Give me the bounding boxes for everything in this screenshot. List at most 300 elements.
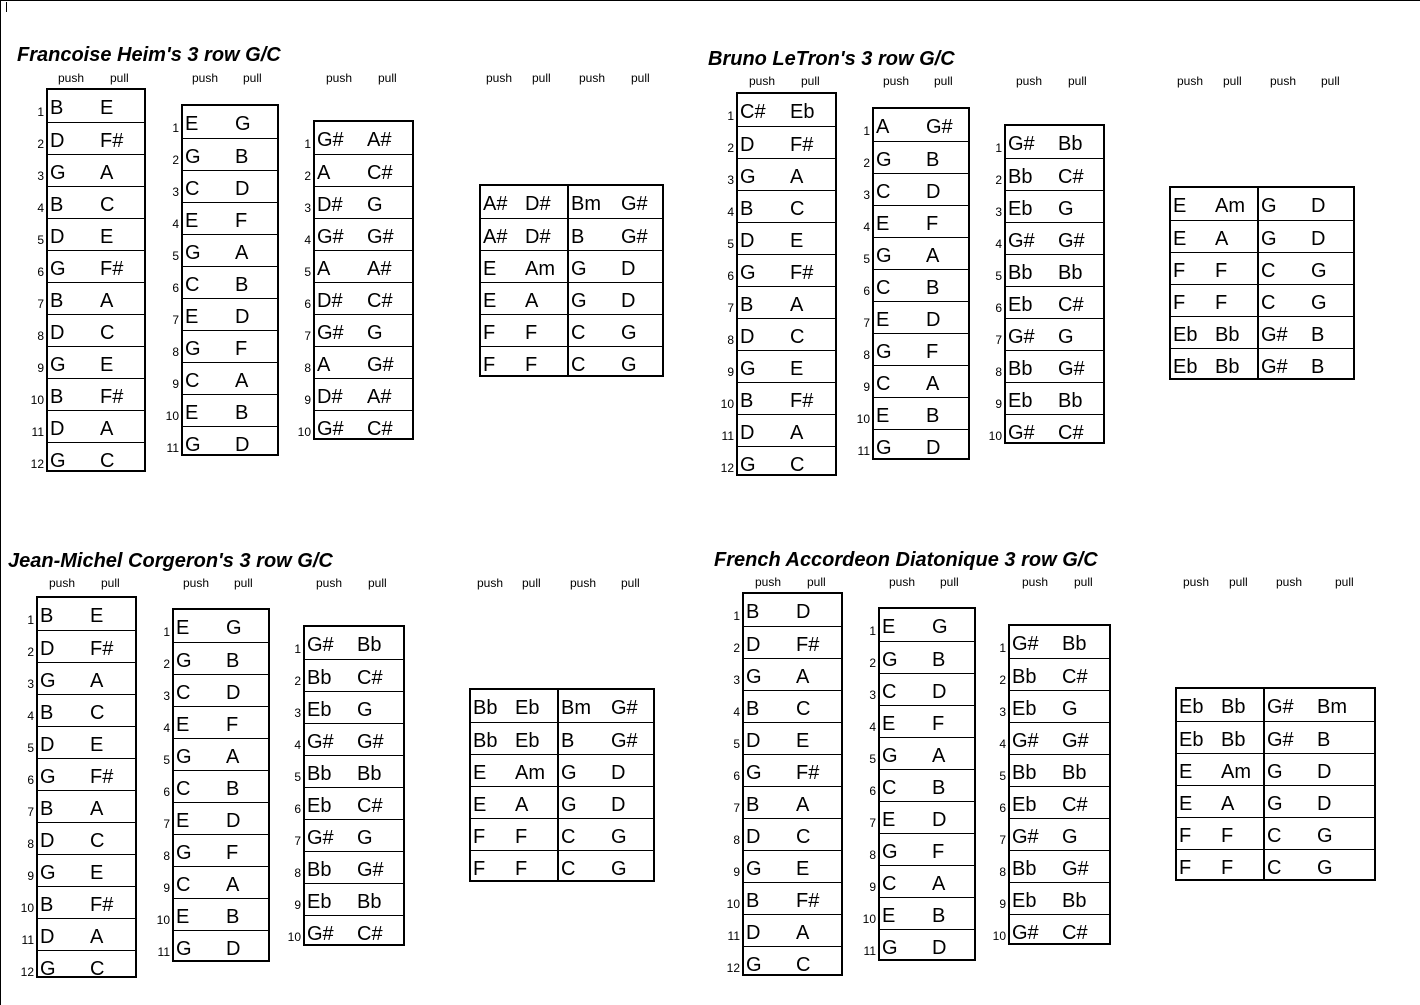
button-number: 5 bbox=[863, 252, 870, 266]
button-number: 4 bbox=[733, 705, 740, 719]
button-row bbox=[48, 442, 144, 475]
pull-note: F bbox=[932, 713, 945, 735]
bass-row bbox=[1177, 689, 1374, 721]
button-number: 2 bbox=[172, 153, 179, 167]
button-row bbox=[1006, 254, 1103, 287]
button-number: 4 bbox=[863, 220, 870, 234]
bass-note: E bbox=[483, 258, 497, 280]
button-number: 1 bbox=[999, 641, 1006, 655]
push-note: Eb bbox=[307, 795, 332, 817]
button-row bbox=[1010, 658, 1109, 691]
push-header: push bbox=[49, 576, 76, 590]
push-note: E bbox=[876, 405, 890, 427]
button-row-column bbox=[736, 92, 837, 476]
button-number: 12 bbox=[726, 961, 740, 975]
bass-row bbox=[1177, 785, 1374, 818]
push-note: Eb bbox=[1012, 698, 1037, 720]
button-row bbox=[315, 154, 412, 187]
pull-note: B bbox=[926, 277, 940, 299]
bass-note: Am bbox=[515, 762, 545, 784]
push-note: D bbox=[40, 734, 55, 756]
pull-note: F# bbox=[100, 130, 124, 152]
button-row bbox=[183, 426, 277, 459]
pull-header: pull bbox=[522, 576, 541, 590]
push-note: G bbox=[882, 649, 898, 671]
button-row bbox=[880, 897, 974, 930]
bass-row bbox=[1171, 284, 1353, 317]
button-row bbox=[183, 106, 277, 138]
button-row bbox=[174, 930, 268, 963]
bass-note: Bb bbox=[1221, 696, 1246, 718]
button-number: 6 bbox=[294, 802, 301, 816]
pull-header: pull bbox=[621, 576, 640, 590]
chord-note: G bbox=[611, 858, 627, 880]
button-number: 7 bbox=[999, 833, 1006, 847]
push-note: A bbox=[317, 354, 331, 376]
chord-note: G bbox=[1261, 228, 1277, 250]
bass-note: A bbox=[515, 794, 529, 816]
button-row bbox=[315, 378, 412, 411]
button-row bbox=[38, 790, 135, 823]
pull-note: C# bbox=[1058, 422, 1084, 444]
button-row-column bbox=[872, 107, 970, 460]
page-top-border bbox=[0, 0, 1420, 1]
button-number: 6 bbox=[995, 301, 1002, 315]
chord-note: G bbox=[1317, 825, 1333, 847]
button-number: 2 bbox=[999, 673, 1006, 687]
bass-row bbox=[481, 346, 662, 379]
button-number: 7 bbox=[37, 297, 44, 311]
button-number: 9 bbox=[27, 869, 34, 883]
push-note: C bbox=[882, 681, 897, 703]
button-row bbox=[880, 833, 974, 866]
button-number: 7 bbox=[163, 817, 170, 831]
pull-note: B bbox=[226, 650, 240, 672]
bass-chord-grid bbox=[1169, 186, 1355, 380]
push-note: G bbox=[882, 841, 898, 863]
button-row bbox=[744, 658, 841, 691]
button-number: 8 bbox=[863, 348, 870, 362]
bass-note: D# bbox=[525, 193, 551, 215]
push-note: C# bbox=[740, 101, 766, 123]
push-note: Eb bbox=[307, 699, 332, 721]
button-row bbox=[38, 694, 135, 727]
push-header: push bbox=[579, 71, 606, 85]
button-row bbox=[1010, 690, 1109, 723]
button-number: 4 bbox=[294, 738, 301, 752]
button-number: 8 bbox=[727, 333, 734, 347]
bass-note: Am bbox=[525, 258, 555, 280]
chord-note: C bbox=[1261, 292, 1276, 314]
pull-note: C# bbox=[1062, 794, 1088, 816]
button-number: 8 bbox=[27, 837, 34, 851]
button-row bbox=[1006, 126, 1103, 158]
button-row bbox=[738, 446, 835, 479]
chord-note: D bbox=[1317, 761, 1332, 783]
button-number: 10 bbox=[156, 913, 170, 927]
pull-header: pull bbox=[378, 71, 397, 85]
button-number: 10 bbox=[287, 930, 301, 944]
pull-note: C bbox=[790, 198, 805, 220]
push-note: D bbox=[40, 926, 55, 948]
button-row bbox=[880, 705, 974, 738]
push-header: push bbox=[889, 575, 916, 589]
pull-note: D bbox=[226, 682, 241, 704]
button-number: 8 bbox=[172, 345, 179, 359]
push-note: G bbox=[740, 358, 756, 380]
pull-note: A bbox=[926, 373, 940, 395]
button-number: 2 bbox=[995, 173, 1002, 187]
button-row bbox=[183, 234, 277, 267]
button-row-column bbox=[46, 88, 146, 472]
button-row bbox=[874, 205, 968, 238]
bass-note: F bbox=[1215, 260, 1228, 282]
pull-note: G# bbox=[357, 859, 384, 881]
chord-note: G bbox=[611, 826, 627, 848]
pull-note: G bbox=[1058, 198, 1074, 220]
pull-note: Bb bbox=[357, 891, 382, 913]
chord-note: C bbox=[1267, 825, 1282, 847]
pull-note: B bbox=[932, 649, 946, 671]
button-number: 7 bbox=[733, 801, 740, 815]
button-row bbox=[183, 330, 277, 363]
button-number: 10 bbox=[20, 901, 34, 915]
pull-note: A bbox=[926, 245, 940, 267]
button-row bbox=[174, 674, 268, 707]
button-row bbox=[38, 886, 135, 919]
button-number: 11 bbox=[166, 441, 179, 455]
push-note: E bbox=[185, 306, 199, 328]
push-note: D# bbox=[317, 386, 343, 408]
button-row-column bbox=[1008, 624, 1111, 945]
push-note: D# bbox=[317, 194, 343, 216]
pull-note: E bbox=[100, 97, 114, 119]
button-row bbox=[315, 186, 412, 219]
button-number: 7 bbox=[27, 805, 34, 819]
button-row bbox=[48, 250, 144, 283]
button-row bbox=[1010, 754, 1109, 787]
bass-note: Eb bbox=[1173, 356, 1198, 378]
button-number: 9 bbox=[172, 377, 179, 391]
push-note: G# bbox=[1012, 633, 1039, 655]
button-row bbox=[315, 346, 412, 379]
push-header: push bbox=[570, 576, 597, 590]
bass-row bbox=[471, 754, 653, 787]
pull-note: F bbox=[926, 341, 939, 363]
button-row bbox=[183, 394, 277, 427]
button-row bbox=[1010, 722, 1109, 755]
chord-note: B bbox=[571, 226, 585, 248]
button-row bbox=[305, 819, 403, 852]
button-number: 11 bbox=[31, 425, 44, 439]
button-number: 8 bbox=[304, 361, 311, 375]
bass-note: F bbox=[483, 354, 496, 376]
push-note: C bbox=[876, 277, 891, 299]
pull-note: F# bbox=[90, 894, 114, 916]
pull-note: F# bbox=[796, 762, 820, 784]
push-note: E bbox=[882, 809, 896, 831]
push-note: D bbox=[746, 730, 761, 752]
chord-note: G# bbox=[611, 730, 638, 752]
button-number: 3 bbox=[999, 705, 1006, 719]
button-row bbox=[738, 94, 835, 126]
button-row-column bbox=[742, 592, 843, 976]
button-number: 9 bbox=[999, 897, 1006, 911]
push-note: G bbox=[740, 262, 756, 284]
pull-header: pull bbox=[1229, 575, 1248, 589]
layout-title: Bruno LeTron's 3 row G/C bbox=[708, 48, 955, 70]
pull-note: A bbox=[100, 418, 114, 440]
button-row bbox=[174, 770, 268, 803]
push-note: G# bbox=[1008, 133, 1035, 155]
push-header: push bbox=[183, 576, 210, 590]
pull-note: C bbox=[790, 454, 805, 476]
button-row bbox=[48, 410, 144, 443]
push-note: G# bbox=[1008, 326, 1035, 348]
push-header: push bbox=[192, 71, 219, 85]
push-note: Eb bbox=[307, 891, 332, 913]
button-row bbox=[880, 609, 974, 641]
button-row bbox=[38, 662, 135, 695]
button-row bbox=[174, 802, 268, 835]
push-note: A bbox=[876, 116, 890, 138]
button-row bbox=[315, 122, 412, 154]
bass-note: Eb bbox=[515, 730, 540, 752]
push-note: G bbox=[876, 149, 892, 171]
push-note: G bbox=[876, 245, 892, 267]
button-row-column bbox=[1004, 124, 1105, 444]
pull-header: pull bbox=[801, 74, 820, 88]
button-row bbox=[38, 918, 135, 951]
button-row bbox=[744, 786, 841, 819]
pull-note: G bbox=[235, 113, 251, 135]
button-number: 1 bbox=[37, 105, 44, 119]
chord-note: D bbox=[621, 290, 636, 312]
push-note: E bbox=[876, 309, 890, 331]
button-number: 4 bbox=[727, 205, 734, 219]
pull-note: F bbox=[226, 842, 239, 864]
button-row bbox=[874, 429, 968, 462]
button-row bbox=[1006, 318, 1103, 351]
push-note: G bbox=[50, 258, 66, 280]
pull-note: F bbox=[932, 841, 945, 863]
chord-note: G bbox=[571, 290, 587, 312]
button-row bbox=[174, 706, 268, 739]
button-number: 2 bbox=[163, 657, 170, 671]
push-note: G# bbox=[317, 129, 344, 151]
button-row bbox=[738, 190, 835, 223]
button-row bbox=[183, 170, 277, 203]
bass-row bbox=[1171, 252, 1353, 285]
button-row bbox=[38, 854, 135, 887]
button-row bbox=[744, 754, 841, 787]
button-row bbox=[38, 726, 135, 759]
button-number: 3 bbox=[27, 677, 34, 691]
button-number: 9 bbox=[304, 393, 311, 407]
button-row bbox=[738, 286, 835, 319]
button-number: 3 bbox=[294, 706, 301, 720]
pull-note: A bbox=[932, 745, 946, 767]
push-note: G bbox=[40, 766, 56, 788]
pull-note: F# bbox=[790, 134, 814, 156]
pull-note: G bbox=[367, 194, 383, 216]
push-note: G bbox=[176, 746, 192, 768]
bass-note: Bb bbox=[1215, 356, 1240, 378]
button-row bbox=[880, 769, 974, 802]
pull-note: F# bbox=[790, 262, 814, 284]
pull-note: D bbox=[235, 306, 250, 328]
chord-note: G bbox=[1261, 195, 1277, 217]
pull-note: G# bbox=[1058, 230, 1085, 252]
button-row bbox=[48, 282, 144, 315]
button-number: 9 bbox=[733, 865, 740, 879]
button-row bbox=[48, 314, 144, 347]
push-note: C bbox=[185, 178, 200, 200]
pull-note: C# bbox=[1058, 294, 1084, 316]
button-number: 8 bbox=[294, 866, 301, 880]
button-number: 1 bbox=[863, 124, 870, 138]
button-row bbox=[48, 346, 144, 379]
chord-note: D bbox=[611, 794, 626, 816]
push-note: C bbox=[176, 682, 191, 704]
pull-note: D bbox=[932, 937, 947, 959]
pull-note: C# bbox=[357, 923, 383, 945]
button-number: 4 bbox=[869, 720, 876, 734]
push-note: G# bbox=[307, 731, 334, 753]
push-header: push bbox=[1022, 575, 1049, 589]
push-note: Bb bbox=[1008, 166, 1033, 188]
push-note: G# bbox=[1012, 730, 1039, 752]
pull-header: pull bbox=[532, 71, 551, 85]
pull-note: A bbox=[100, 162, 114, 184]
button-number: 7 bbox=[869, 816, 876, 830]
button-row bbox=[738, 382, 835, 415]
button-number: 5 bbox=[727, 237, 734, 251]
button-row bbox=[744, 594, 841, 626]
button-row bbox=[174, 898, 268, 931]
pull-note: C# bbox=[357, 795, 383, 817]
push-note: G bbox=[40, 862, 56, 884]
button-number: 9 bbox=[869, 880, 876, 894]
push-note: E bbox=[882, 616, 896, 638]
bass-note: E bbox=[1173, 228, 1187, 250]
button-number: 2 bbox=[37, 137, 44, 151]
chord-note: G bbox=[1317, 857, 1333, 879]
button-row bbox=[874, 237, 968, 270]
bass-row bbox=[1171, 348, 1353, 381]
bass-row bbox=[1177, 849, 1374, 882]
pull-note: F# bbox=[796, 634, 820, 656]
button-number: 4 bbox=[172, 217, 179, 231]
push-header: push bbox=[755, 575, 782, 589]
bass-row bbox=[471, 786, 653, 819]
button-row bbox=[1006, 158, 1103, 191]
button-number: 5 bbox=[27, 741, 34, 755]
pull-header: pull bbox=[234, 576, 253, 590]
button-number: 2 bbox=[733, 641, 740, 655]
button-number: 3 bbox=[304, 201, 311, 215]
button-number: 2 bbox=[863, 156, 870, 170]
push-note: G bbox=[882, 745, 898, 767]
pull-note: B bbox=[226, 906, 240, 928]
button-row-column bbox=[36, 596, 137, 978]
button-number: 5 bbox=[294, 770, 301, 784]
push-note: D bbox=[740, 230, 755, 252]
push-note: B bbox=[746, 601, 760, 623]
button-row bbox=[738, 254, 835, 287]
chord-note: G# bbox=[1261, 324, 1288, 346]
button-row-column bbox=[172, 608, 270, 962]
button-number: 12 bbox=[30, 457, 44, 471]
pull-header: pull bbox=[1068, 74, 1087, 88]
pull-note: E bbox=[796, 730, 810, 752]
bass-note: A# bbox=[483, 193, 508, 215]
push-note: E bbox=[882, 713, 896, 735]
bass-chord-grid bbox=[469, 688, 655, 882]
pull-note: G# bbox=[367, 226, 394, 248]
push-note: G bbox=[176, 938, 192, 960]
bass-note: F bbox=[515, 826, 528, 848]
push-note: B bbox=[40, 894, 54, 916]
push-header: push bbox=[477, 576, 504, 590]
button-row bbox=[305, 787, 403, 820]
pull-note: D bbox=[932, 809, 947, 831]
push-note: D bbox=[740, 134, 755, 156]
layout-title: French Accordeon Diatonique 3 row G/C bbox=[714, 549, 1098, 571]
bass-note: F bbox=[1179, 857, 1192, 879]
push-header: push bbox=[326, 71, 353, 85]
push-note: G bbox=[40, 670, 56, 692]
chord-note: G# bbox=[1267, 696, 1294, 718]
button-number: 5 bbox=[995, 269, 1002, 283]
chord-note: G bbox=[1311, 260, 1327, 282]
button-number: 12 bbox=[20, 965, 34, 979]
pull-note: Bb bbox=[1058, 390, 1083, 412]
push-note: G bbox=[882, 937, 898, 959]
bass-row bbox=[471, 818, 653, 851]
push-note: C bbox=[882, 777, 897, 799]
pull-note: B bbox=[235, 402, 249, 424]
bass-note: Bb bbox=[1215, 324, 1240, 346]
button-number: 5 bbox=[37, 233, 44, 247]
push-note: Eb bbox=[1012, 890, 1037, 912]
bass-chord-grid bbox=[479, 184, 664, 377]
button-row bbox=[315, 410, 412, 443]
push-note: B bbox=[40, 605, 54, 627]
button-row bbox=[744, 690, 841, 723]
chord-note: B bbox=[1311, 356, 1325, 378]
bass-note: Eb bbox=[1179, 729, 1204, 751]
button-number: 5 bbox=[163, 753, 170, 767]
pull-note: C# bbox=[1062, 922, 1088, 944]
push-note: G# bbox=[317, 418, 344, 440]
push-note: G bbox=[50, 162, 66, 184]
button-number: 12 bbox=[720, 461, 734, 475]
button-row bbox=[1006, 222, 1103, 255]
push-note: B bbox=[50, 97, 64, 119]
button-number: 9 bbox=[863, 380, 870, 394]
pull-note: G bbox=[367, 322, 383, 344]
button-row bbox=[48, 218, 144, 251]
button-row bbox=[315, 218, 412, 251]
button-row bbox=[874, 365, 968, 398]
pull-note: A bbox=[790, 294, 804, 316]
pull-note: A bbox=[790, 166, 804, 188]
bass-row bbox=[481, 186, 662, 218]
chord-note: G# bbox=[1267, 729, 1294, 751]
button-row bbox=[305, 755, 403, 788]
pull-note: E bbox=[790, 358, 804, 380]
